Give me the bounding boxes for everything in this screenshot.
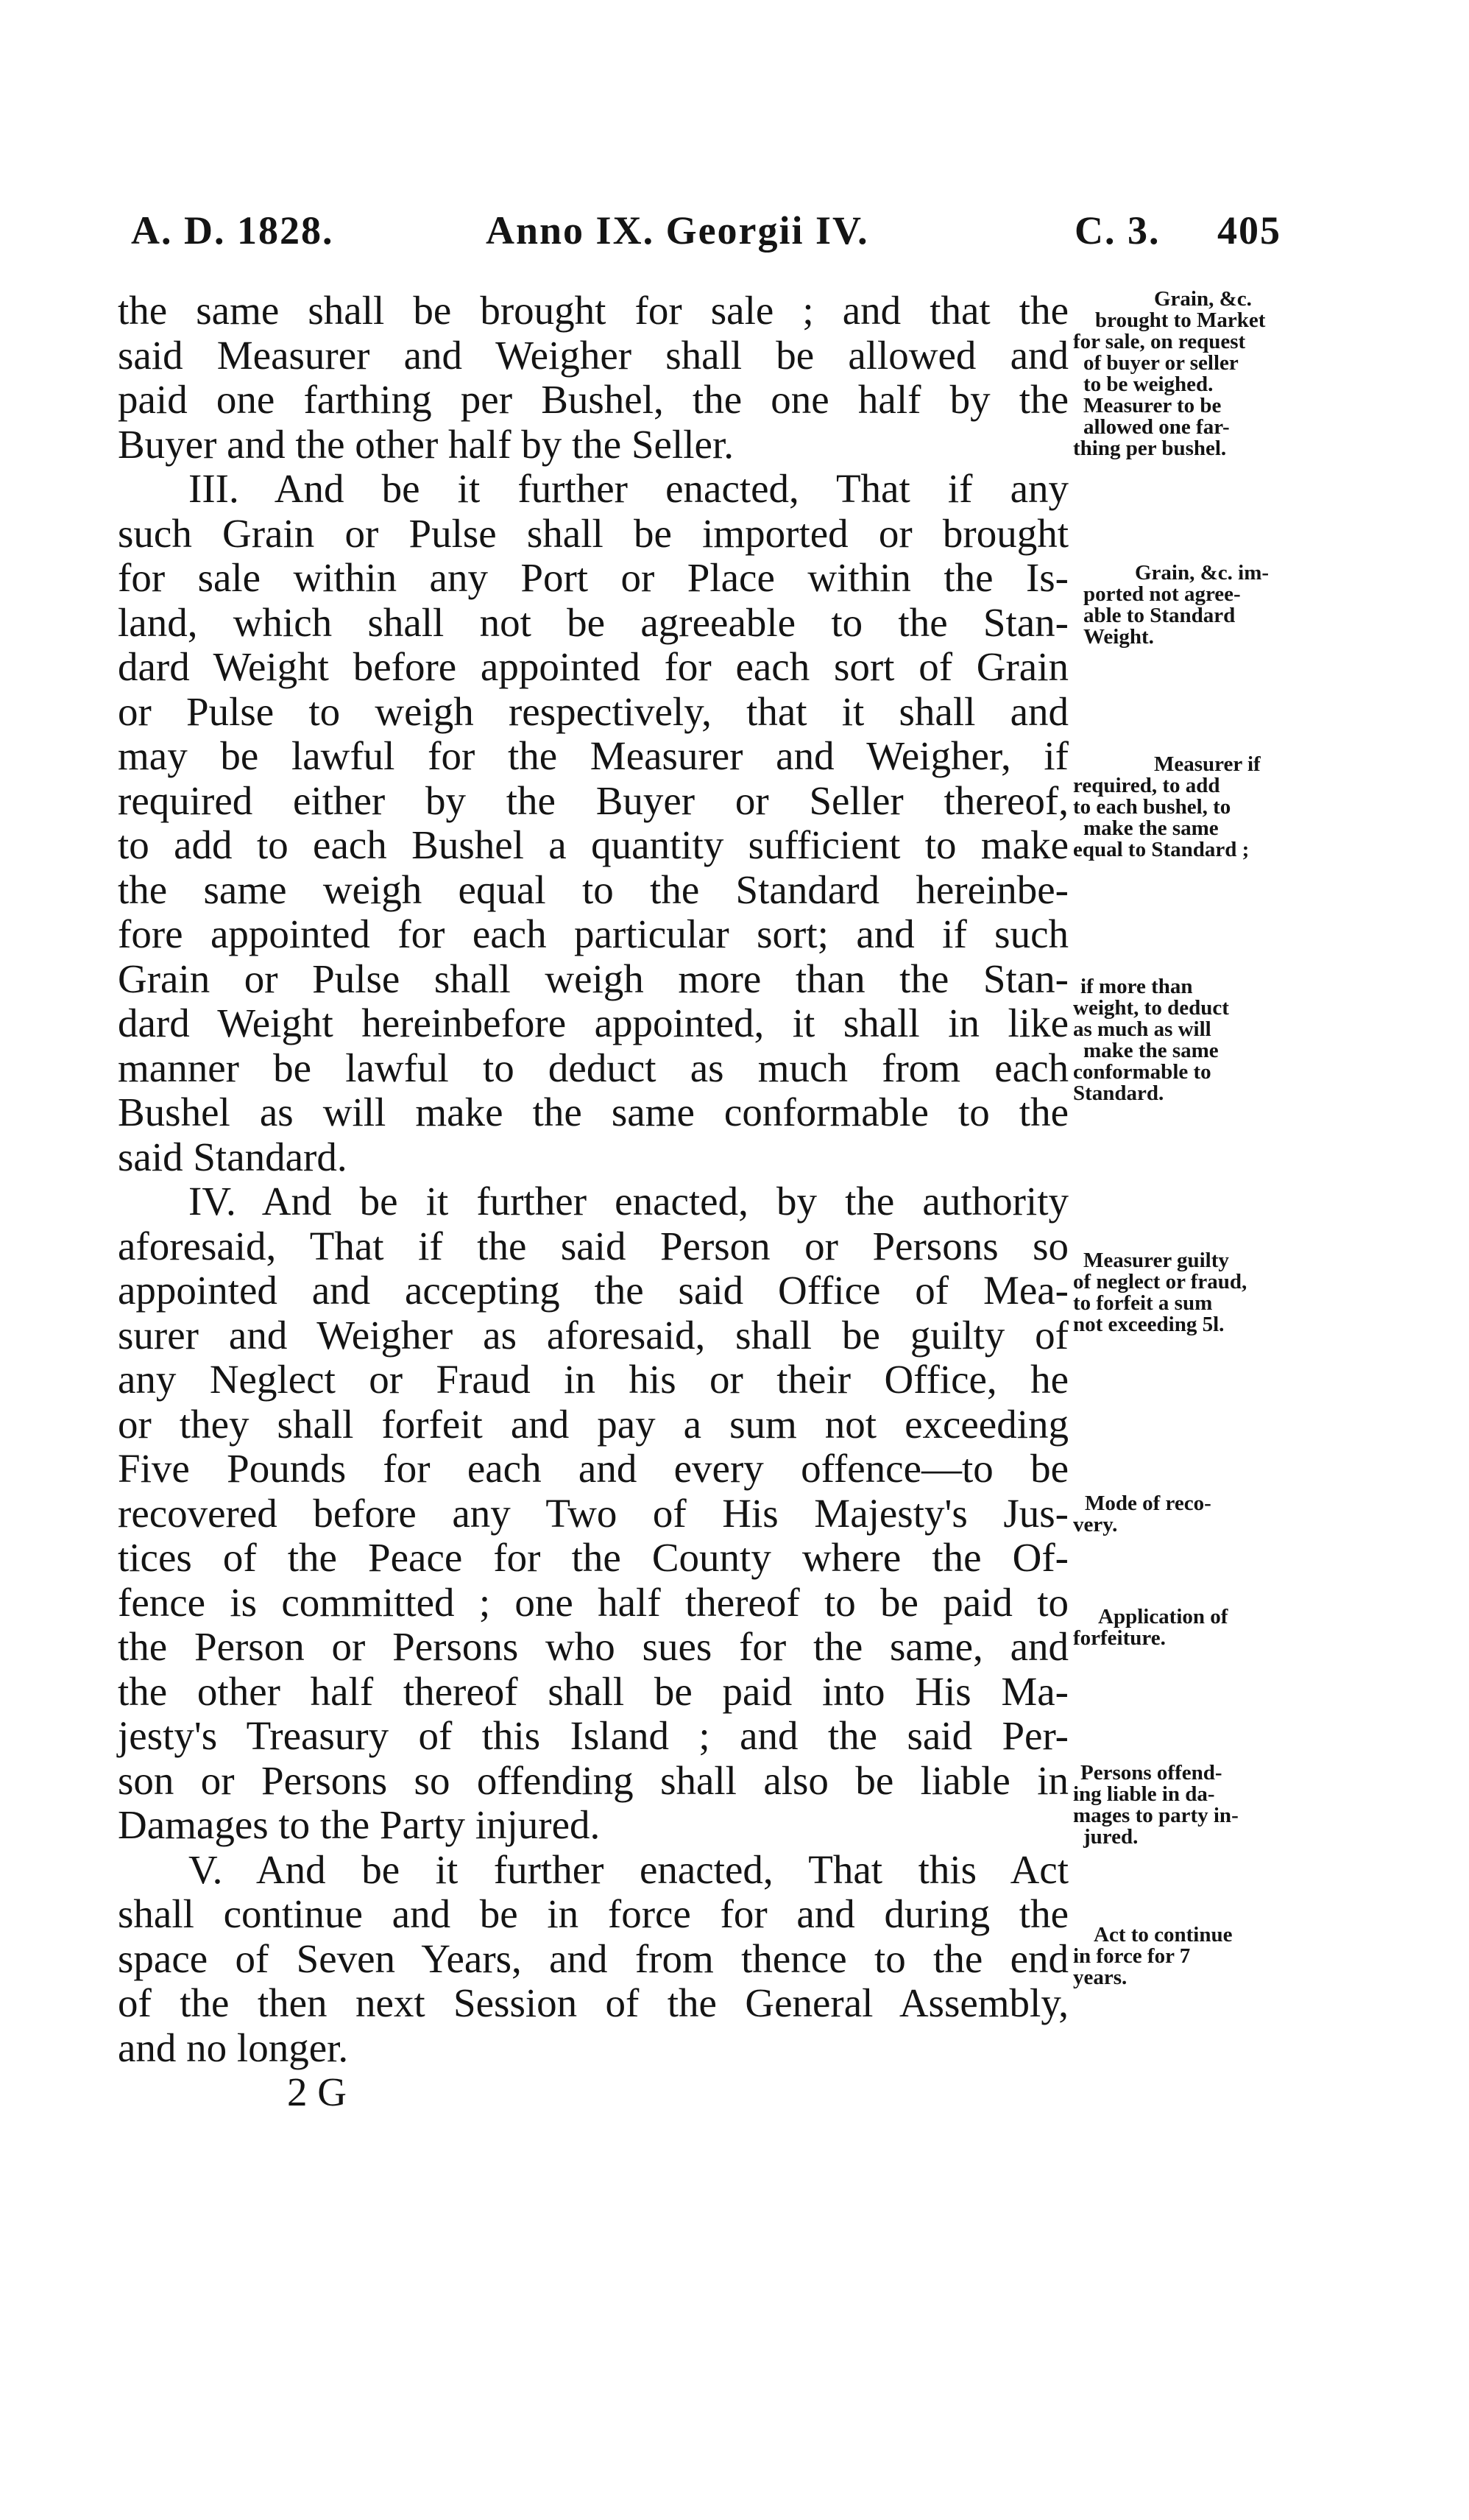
- note-line: for sale, on request: [1073, 330, 1246, 353]
- main-text-column: [118, 289, 1069, 2115]
- note-line: required, to add: [1073, 774, 1220, 797]
- note-line: make the same: [1083, 816, 1219, 840]
- note-line: make the same: [1083, 1039, 1219, 1062]
- marginal-note-measurer-guilty: [1073, 1250, 1338, 1335]
- text-line: space of Seven Years, and from thence to the end: [118, 1935, 1069, 1981]
- note-line: to be weighed.: [1083, 373, 1214, 396]
- note-line: ported not agree-: [1083, 582, 1241, 606]
- note-line: Grain, &c.: [1154, 287, 1252, 311]
- note-line: to each bushel, to: [1073, 795, 1231, 819]
- note-line: ing liable in da-: [1073, 1782, 1215, 1806]
- marginal-note-persons-offending: [1073, 1762, 1338, 1848]
- text-line: III. And be it further enacted, That if any: [188, 466, 1069, 511]
- text-line: tices of the Peace for the County where the Of-: [118, 1535, 1069, 1580]
- text-line: dard Weight hereinbefore appointed, it shall in like: [118, 1000, 1069, 1045]
- text-line: may be lawful for the Measurer and Weigher, if: [118, 733, 1069, 778]
- text-line: shall continue and be in force for and during the: [118, 1891, 1069, 1936]
- text-line: required either by the Buyer or Seller thereof,: [118, 777, 1069, 823]
- marginal-note-if-more-deduct: [1073, 976, 1338, 1104]
- marginal-note-mode-of-recovery: [1073, 1493, 1338, 1536]
- header-title: Anno IX. Georgii IV.: [486, 208, 869, 253]
- note-line: brought to Market: [1095, 308, 1266, 332]
- text-line: surer and Weigher as aforesaid, shall be guilty of: [118, 1312, 1069, 1358]
- text-line: appointed and accepting the said Office of Mea-: [118, 1268, 1069, 1313]
- note-line: Mode of reco-: [1085, 1492, 1211, 1515]
- text-line: IV. And be it further enacted, by the authority: [188, 1179, 1069, 1224]
- note-line: of buyer or seller: [1083, 351, 1239, 375]
- note-line: of neglect or fraud,: [1073, 1270, 1247, 1293]
- text-line: or they shall forfeit and pay a sum not exceeding: [118, 1401, 1069, 1447]
- text-line: Damages to the Party injured.: [118, 1802, 601, 1847]
- note-line: Act to continue: [1094, 1923, 1233, 1947]
- text-line: any Neglect or Fraud in his or their Office, he: [118, 1357, 1069, 1402]
- note-line: Measurer to be: [1083, 394, 1222, 417]
- header-year: A. D. 1828.: [131, 208, 334, 253]
- note-line: weight, to deduct: [1073, 996, 1229, 1020]
- text-line: said Measurer and Weigher shall be allowed and: [118, 332, 1069, 378]
- note-line: thing per bushel.: [1073, 437, 1227, 460]
- text-line: Five Pounds for each and every offence—to be: [118, 1446, 1069, 1491]
- text-line: to add to each Bushel a quantity sufficient to make: [118, 822, 1069, 867]
- text-line: land, which shall not be agreeable to the Stan-: [118, 599, 1069, 645]
- note-line: Grain, &c. im-: [1135, 561, 1270, 585]
- note-line: if more than: [1080, 975, 1193, 998]
- marginal-note-grain-not-agreeable: [1073, 562, 1338, 648]
- text-line: and no longer.: [118, 2025, 349, 2070]
- note-line: Application of: [1098, 1605, 1228, 1628]
- marginal-note-measurer-to-add: [1073, 754, 1338, 861]
- text-line: dard Weight before appointed for each sort of Grain: [118, 644, 1069, 689]
- text-line: son or Persons so offending shall also be liable in: [118, 1757, 1069, 1803]
- note-line: mages to party in-: [1073, 1804, 1239, 1827]
- note-line: allowed one far-: [1083, 415, 1230, 439]
- marginal-note-grain-brought-to-market: [1073, 289, 1338, 459]
- note-line: very.: [1073, 1513, 1118, 1536]
- text-line: the same shall be brought for sale ; and that the: [118, 288, 1069, 333]
- signature-mark: 2 G: [287, 2069, 347, 2114]
- text-line: fence is committed ; one half thereof to be paid to: [118, 1579, 1069, 1625]
- text-line: Grain or Pulse shall weigh more than the Stan-: [118, 956, 1069, 1001]
- text-line: paid one farthing per Bushel, the one half by the: [118, 377, 1069, 422]
- note-line: conformable to: [1073, 1060, 1211, 1084]
- text-line: manner be lawful to deduct as much from each: [118, 1045, 1069, 1090]
- text-line: recovered before any Two of His Majesty's Jus-: [118, 1490, 1069, 1536]
- text-line: or Pulse to weigh respectively, that it shall and: [118, 688, 1069, 734]
- text-line: aforesaid, That if the said Person or Persons so: [118, 1223, 1069, 1268]
- text-line: Buyer and the other half by the Seller.: [118, 421, 734, 467]
- note-line: Standard.: [1073, 1081, 1164, 1105]
- text-line: for sale within any Port or Place within the Is-: [118, 555, 1069, 600]
- text-line: the Person or Persons who sues for the same, and: [118, 1624, 1069, 1669]
- header-chapter: C. 3.: [1075, 208, 1161, 253]
- note-line: Weight.: [1083, 625, 1154, 649]
- text-line: Bushel as will make the same conformable to the: [118, 1090, 1069, 1134]
- note-line: as much as will: [1073, 1017, 1211, 1041]
- text-line: said Standard.: [118, 1134, 347, 1179]
- note-line: equal to Standard ;: [1073, 838, 1250, 861]
- note-line: Measurer if: [1154, 752, 1261, 776]
- text-line: jesty's Treasury of this Island ; and the said Per-: [118, 1713, 1069, 1758]
- note-line: forfeiture.: [1073, 1626, 1166, 1650]
- header-page-number: 405: [1217, 208, 1281, 253]
- note-line: years.: [1073, 1966, 1128, 1989]
- text-line: the other half thereof shall be paid into His Ma-: [118, 1668, 1069, 1714]
- note-line: Measurer guilty: [1083, 1249, 1229, 1272]
- text-line: of the then next Session of the General Assembly,: [118, 1980, 1069, 2025]
- text-line: fore appointed for each particular sort; and if such: [118, 911, 1069, 956]
- note-line: to forfeit a sum: [1073, 1291, 1213, 1315]
- note-line: Persons offend-: [1080, 1761, 1222, 1785]
- marginal-note-act-to-continue: [1073, 1924, 1338, 1988]
- text-line: V. And be it further enacted, That this Act: [188, 1846, 1069, 1892]
- note-line: in force for 7: [1073, 1944, 1191, 1968]
- note-line: not exceeding 5l.: [1073, 1313, 1225, 1336]
- marginal-note-application-of-forfeiture: [1073, 1606, 1338, 1649]
- text-line: the same weigh equal to the Standard hereinbe-: [118, 867, 1069, 912]
- note-line: jured.: [1083, 1825, 1139, 1849]
- text-line: such Grain or Pulse shall be imported or brought: [118, 510, 1069, 556]
- note-line: able to Standard: [1083, 604, 1236, 627]
